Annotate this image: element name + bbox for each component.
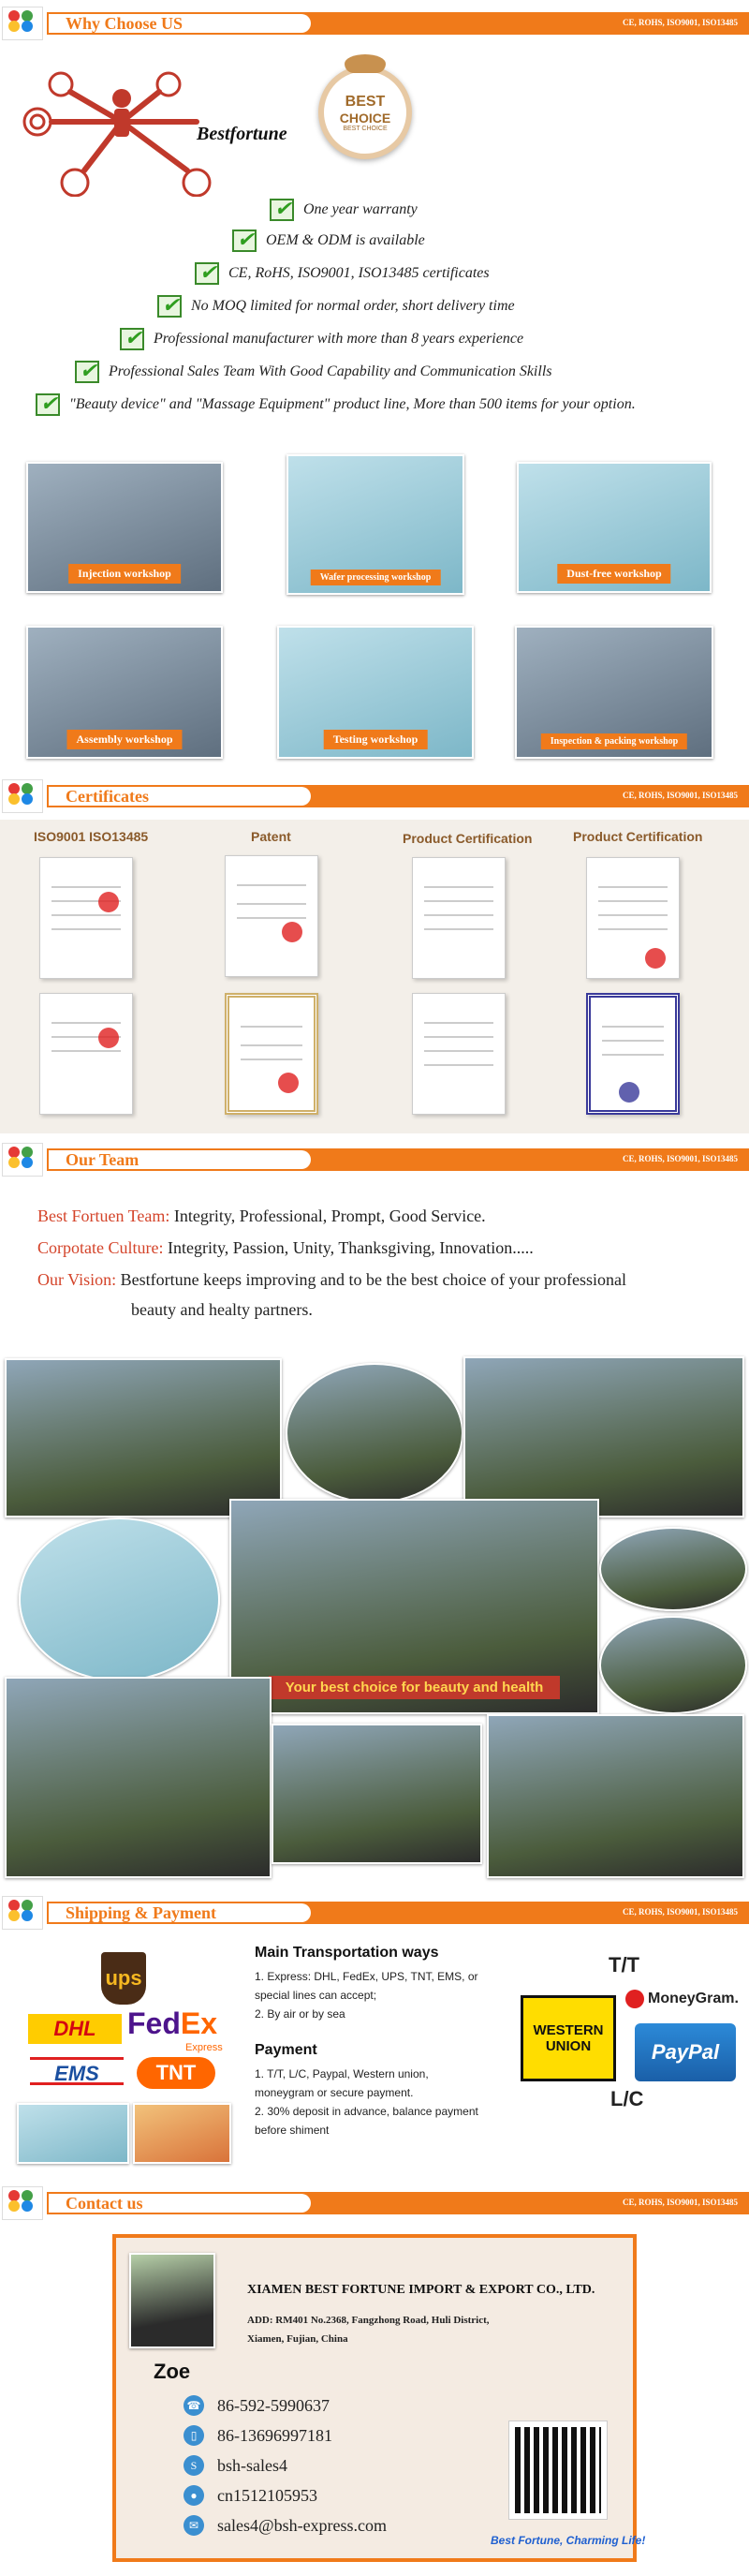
cert-heading: Product Certification [573, 829, 703, 844]
transport-title: Main Transportation ways [255, 1945, 439, 1961]
airplane-photo [133, 2103, 231, 2164]
why-point: ✔ OEM & ODM is available [232, 228, 425, 254]
certificate-doc [225, 855, 318, 977]
qq-icon: ● [184, 2485, 204, 2506]
why-point: ✔ No MOQ limited for normal order, short delivery time [157, 293, 515, 319]
certificate-doc [39, 857, 133, 979]
workshop-photo: Inspection & packing workshop [515, 626, 713, 759]
company-address: ADD: RM401 No.2368, Fangzhong Road, Huli District, Xiamen, Fujian, China [247, 2315, 490, 2345]
why-point: ✔ One year warranty [270, 197, 418, 223]
certificates-area [0, 820, 749, 1133]
bestfortune-logo-icon [2, 2186, 43, 2220]
mobile-icon: ▯ [184, 2425, 204, 2446]
qr-code-icon [509, 2421, 607, 2519]
certificate-doc [412, 993, 506, 1115]
cargo-ship-photo [17, 2103, 129, 2164]
lc-label: L/C [610, 2087, 644, 2110]
tnt-logo-icon: TNT [137, 2057, 215, 2089]
why-header [0, 5, 749, 42]
certificate-doc [412, 857, 506, 979]
team-photo [5, 1677, 272, 1878]
team-photo [19, 1517, 220, 1681]
cert-heading: Patent [251, 829, 291, 844]
check-icon [36, 393, 60, 416]
network-diagram-icon [9, 47, 328, 197]
contact-header [0, 2184, 749, 2222]
payment-text: 1. T/T, L/C, Paypal, Western union, moneygram or secure payment. 2. 30% deposit in advance, balance payment before shiment [255, 2067, 478, 2137]
check-icon [157, 295, 182, 318]
contact-skype[interactable]: S bsh-sales4 [184, 2453, 287, 2478]
moneygram-logo-icon: MoneyGram. [625, 1990, 739, 2008]
tt-label: T/T [609, 1953, 639, 1976]
why-point: ✔ Professional Sales Team With Good Capability and Communication Skills [75, 359, 551, 385]
contact-mobile[interactable]: ▯ 86-13696997181 [184, 2423, 332, 2448]
check-icon [120, 328, 144, 350]
dhl-logo-icon: DHL [28, 2014, 122, 2044]
header-cert-text: CE, ROHS, ISO9001, ISO13485 [622, 18, 738, 27]
western-union-logo-icon: WESTERN UNION [521, 1995, 616, 2081]
bestfortune-logo-icon [2, 7, 43, 40]
certificates-header [0, 777, 749, 815]
header-cert-text: CE, ROHS, ISO9001, ISO13485 [622, 2198, 738, 2207]
brand-name: Bestfortune [197, 124, 287, 144]
payment-title: Payment [255, 2042, 317, 2058]
team-photo [272, 1724, 482, 1864]
workshop-photo: Assembly workshop [26, 626, 223, 759]
team-photo [599, 1527, 747, 1611]
section-title: Contact us [66, 2194, 143, 2213]
team-photo [599, 1616, 747, 1714]
team-header [0, 1141, 749, 1178]
contact-person-name: Zoe [154, 2360, 191, 2383]
fedex-express-text: Express [185, 2042, 223, 2053]
check-icon [195, 262, 219, 285]
team-line: Best Fortuen Team: Integrity, Professional, Prompt, Good Service. [37, 1207, 486, 1225]
contact-card [112, 2234, 646, 2562]
team-photo [487, 1714, 744, 1878]
check-icon [270, 199, 294, 221]
cert-heading: Product Certification [403, 831, 533, 846]
section-title: Certificates [66, 787, 149, 806]
team-line: Our Vision: Bestfortune keeps improving and to be the best choice of your professional [37, 1270, 626, 1289]
why-point: ✔ Professional manufacturer with more than 8 years experience [120, 326, 523, 352]
why-point: ✔ "Beauty device" and "Massage Equipment" product line, More than 500 items for your option. [36, 392, 636, 418]
fedex-logo-icon: FedEx [127, 2006, 218, 2040]
team-photo [286, 1363, 463, 1503]
ups-logo-icon: ups [101, 1952, 146, 2005]
team-line: Corpotate Culture: Integrity, Passion, Unity, Thanksgiving, Innovation..... [37, 1238, 534, 1257]
check-icon [232, 229, 257, 252]
company-name: XIAMEN BEST FORTUNE IMPORT & EXPORT CO., LTD. [247, 2283, 595, 2297]
workshop-photo: Dust-free workshop [517, 462, 712, 593]
email-icon: ✉ [184, 2515, 204, 2536]
transport-text: 1. Express: DHL, FedEx, UPS, TNT, EMS, or special lines can accept; 2. By air or by sea [255, 1970, 478, 2021]
contact-email[interactable]: ✉ sales4@bsh-express.com [184, 2513, 387, 2538]
cert-heading: ISO9001 ISO13485 [34, 829, 149, 844]
why-point: ✔ CE, RoHS, ISO9001, ISO13485 certificates [195, 260, 490, 287]
team-photo [229, 1499, 599, 1714]
team-photo [463, 1356, 744, 1517]
header-cert-text: CE, ROHS, ISO9001, ISO13485 [622, 1154, 738, 1163]
team-banner: Your best choice for beauty and health [269, 1676, 560, 1699]
header-cert-text: CE, ROHS, ISO9001, ISO13485 [622, 1907, 738, 1917]
bestfortune-logo-icon [2, 1143, 43, 1177]
workshop-photo: Injection workshop [26, 462, 223, 593]
phone-icon: ☎ [184, 2395, 204, 2416]
section-title: Shipping & Payment [66, 1903, 217, 1922]
avatar [129, 2253, 215, 2348]
paypal-logo-icon: PayPal [635, 2023, 736, 2081]
certificate-doc [39, 993, 133, 1115]
section-title: Our Team [66, 1150, 140, 1169]
certificate-doc [586, 993, 680, 1115]
certificate-doc [586, 857, 680, 979]
team-line: beauty and healty partners. [131, 1300, 313, 1319]
certificate-doc [225, 993, 318, 1115]
best-choice-badge: BEST CHOICE BEST CHOICE [318, 66, 412, 159]
team-photo [5, 1358, 282, 1517]
ems-logo-icon: EMS [30, 2057, 124, 2085]
skype-icon: S [184, 2455, 204, 2476]
check-icon [75, 361, 99, 383]
contact-qq[interactable]: ● cn1512105953 [184, 2483, 317, 2508]
section-title: Why Choose US [66, 14, 184, 33]
header-cert-text: CE, ROHS, ISO9001, ISO13485 [622, 791, 738, 800]
contact-phone[interactable]: ☎ 86-592-5990637 [184, 2393, 330, 2418]
workshop-photo: Wafer processing workshop [286, 454, 464, 595]
bestfortune-logo-icon [2, 1896, 43, 1930]
ribbon-bow-icon [345, 54, 386, 73]
shipping-header [0, 1894, 749, 1932]
workshop-photo: Testing workshop [277, 626, 474, 759]
bestfortune-logo-icon [2, 779, 43, 813]
slogan: Best Fortune, Charming Life! [491, 2534, 646, 2547]
